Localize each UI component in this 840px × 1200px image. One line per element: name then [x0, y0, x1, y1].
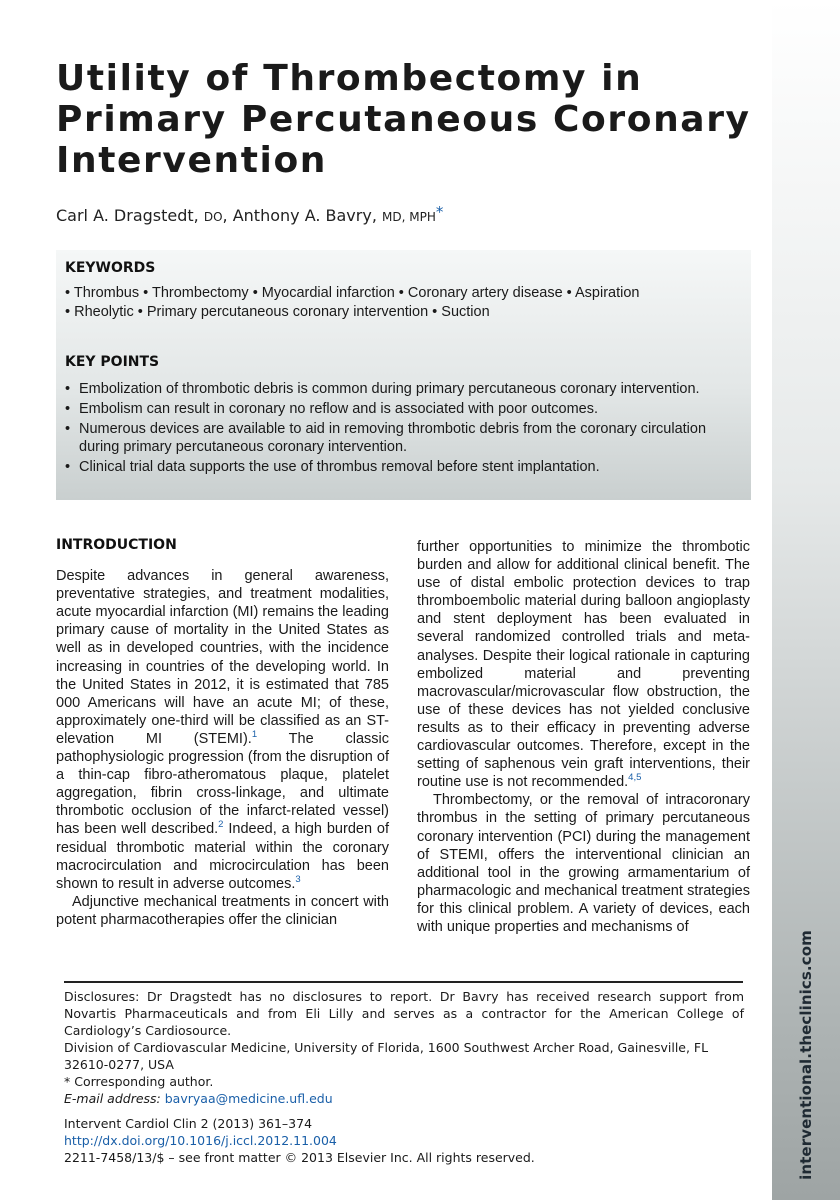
author-name: Carl A. Dragstedt, — [56, 206, 199, 225]
email-line — [64, 1090, 744, 1107]
author-name: Anthony A. Bavry, — [232, 206, 377, 225]
title-line: Primary Percutaneous Coronary — [56, 99, 751, 140]
reference-link[interactable]: 3 — [295, 873, 301, 885]
reference-link[interactable]: 1 — [251, 729, 258, 741]
body-paragraph — [56, 893, 389, 929]
bullet-mark: • — [65, 459, 71, 475]
article-title — [56, 58, 776, 181]
body-paragraph — [417, 538, 750, 791]
keywords-heading: KEYWORDS — [65, 260, 156, 276]
reference-link[interactable]: 4,5 — [628, 772, 642, 784]
corresponding-author-note: * Corresponding author. — [64, 1074, 214, 1089]
email-link[interactable]: bavryaa@medicine.ufl.edu — [164, 1091, 333, 1106]
paragraph-text: Despite advances in general awareness, preventative strategies, and treatment modalities, acute myocardial infarction (MI) remains the leading primary cause of mortality in the United States as well as in developed countries, with the incidence increasing in countries of the developing world. In the United States in 2012, it is estimated that 785 000 Americans will have an acute MI; of these, approximately one-third will be classified as an ST-elevation MI (STEMI). — [56, 568, 389, 747]
paragraph-text: further opportunities to minimize the thrombotic burden and allow for additional clinical benefit. The use of distal embolic protection devices to trap thromboembolic material during balloon angioplasty and stent deployment has been evaluated in several randomized controlled trials and meta-analyses. Despite their logical rationale in capturing embolized material and preventing macrovascular/microvascular flow obstruction, the use of these devices has not yielded conclusive results as to their efficacy in preventing adverse cardiovascular outcomes. Therefore, except in the setting of saphenous vein graft interventions, their routine use is not recommended. — [417, 539, 750, 791]
doi-link[interactable]: http://dx.doi.org/10.1016/j.iccl.2012.11.004 — [64, 1133, 337, 1148]
affiliation-note: Division of Cardiovascular Medicine, University of Florida, 1600 Southwest Archer Road, Gainesville, FL 32610-0277, USA — [64, 1040, 709, 1072]
key-point-item — [65, 380, 745, 398]
keywords-line: • Rheolytic • Primary percutaneous coronary intervention • Suction — [65, 304, 490, 320]
author-degree: DO — [203, 210, 223, 224]
disclosures-note: Disclosures: Dr Dragstedt has no disclosures to report. Dr Bavry has received research support from Novartis Pharmaceuticals and from Eli Lilly and serves as a contractor for the American College of Cardiology’s Cardiosource. — [64, 989, 744, 1038]
body-paragraph — [56, 567, 389, 893]
body-column-right — [417, 538, 750, 936]
key-point-text: Numerous devices are available to aid in removing thrombotic debris from the coronary circulation during primary percutaneous coronary intervention. — [79, 421, 707, 455]
title-line: Utility of Thrombectomy in — [56, 58, 643, 99]
bullet-mark: • — [65, 381, 71, 397]
body-column-left — [56, 536, 389, 929]
paragraph-text: The classic pathophysiologic progression (from the disruption of a thin-cap fibro-atheromatous plaque, platelet aggregation, fibrin cross-linkage, and ultimate thrombotic occlusion of the infarct-related vessel) has been well described. — [56, 730, 389, 838]
author-degree: MD, MPH — [382, 210, 436, 224]
key-point-item — [65, 400, 745, 418]
title-line: Intervention — [56, 140, 328, 181]
corresponding-author-marker[interactable]: * — [435, 203, 444, 221]
footnote-divider — [64, 981, 743, 983]
keywords-line: • Thrombus • Thrombectomy • Myocardial infarction • Coronary artery disease • Aspiration — [65, 285, 640, 301]
key-point-item — [65, 458, 745, 476]
key-point-item — [65, 420, 745, 456]
introduction-heading: INTRODUCTION — [56, 537, 177, 553]
body-paragraph — [417, 791, 750, 936]
paragraph-text: Thrombectomy, or the removal of intracoronary thrombus in the setting of primary percutaneous coronary intervention (PCI) during the management of STEMI, offers the interventional clinician an additional tool in the growing armamentarium of pharmacologic and mechanical treatment strategies for this clinical problem. A variety of devices, each with unique properties and mechanisms of — [417, 792, 750, 935]
key-point-text: Embolism can result in coronary no reflow and is associated with poor outcomes. — [79, 401, 599, 417]
key-point-text: Clinical trial data supports the use of thrombus removal before stent implantation. — [79, 459, 600, 475]
journal-citation: Intervent Cardiol Clin 2 (2013) 361–374 — [64, 1116, 313, 1131]
paragraph-text: Indeed, a high burden of residual thrombotic material within the coronary macrocirculation and microcirculation has been shown to result in adverse outcomes. — [56, 821, 389, 892]
journal-website-link[interactable]: interventional.theclinics.com — [797, 930, 815, 1180]
bullet-mark: • — [65, 421, 71, 437]
key-points-list — [65, 380, 745, 478]
copyright-line: 2211-7458/13/$ – see front matter © 2013 Elsevier Inc. All rights reserved. — [64, 1150, 535, 1165]
bullet-mark: • — [65, 401, 71, 417]
paragraph-text: Adjunctive mechanical treatments in concert with potent pharmacotherapies offer the clinician — [56, 893, 389, 928]
email-label: E-mail address: — [64, 1091, 161, 1106]
author-list: Carl A. Dragstedt, DO, Anthony A. Bavry, MD, MPH* — [56, 203, 444, 225]
key-points-heading: KEY POINTS — [65, 354, 160, 370]
key-point-text: Embolization of thrombotic debris is common during primary percutaneous coronary intervention. — [79, 381, 700, 397]
reference-link[interactable]: 2 — [218, 819, 224, 831]
footnotes — [64, 988, 744, 1166]
keywords-keypoints-box — [56, 250, 751, 500]
